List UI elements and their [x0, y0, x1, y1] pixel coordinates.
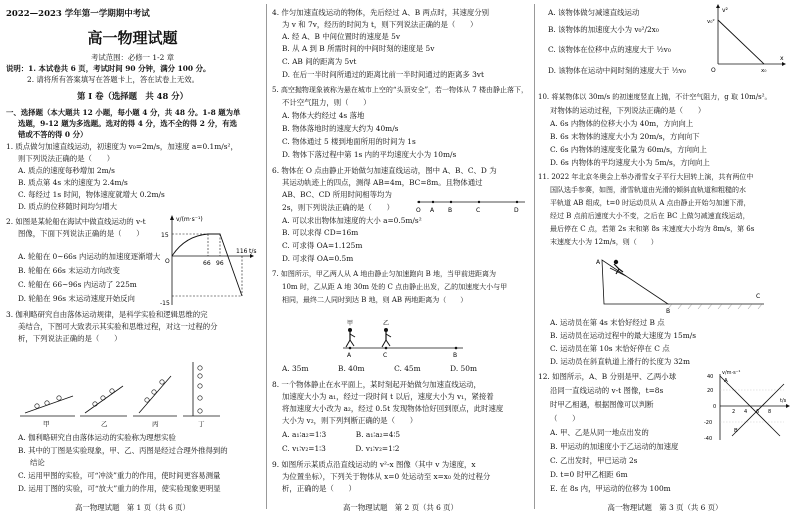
option: C. 乙出发时，甲已运动 2s: [550, 456, 638, 465]
question-2: 2. 如图是某轮船在海试中做直线运动的 v-t: [6, 217, 146, 226]
exam-header: 2022—2023 学年第一学期期中考试: [6, 9, 150, 19]
axis-label: x: [780, 55, 784, 62]
option: B. 可以求得 CD=16m: [282, 228, 359, 237]
tick-label: 40: [707, 374, 714, 380]
point-label: A: [430, 207, 435, 214]
question-8: 加速度大小为 a₁，经过一段时间 t 以后，速度大小为 v₁，紧接着: [282, 392, 494, 401]
question-8: 大小为 v₂，则下列判断正确的是（ ）: [282, 416, 418, 425]
tick-label: 96: [216, 260, 224, 267]
option: A. 物体大约经过 4s 落地: [282, 111, 365, 120]
question-9: 9. 如图所示某质点沿直线运动的 v²-x 图像（其中 v 为速度，x: [272, 460, 476, 469]
option: D. 可求得 OA=0.5m: [282, 254, 354, 263]
page-footer: 高一物理试题 第 3 页（共 6 页）: [607, 503, 723, 512]
figure-label: 乙: [101, 420, 108, 428]
option: D. 6s 内物体的平均速度大小为 5m/s，方向向上: [550, 158, 710, 167]
option-row: C. v₁∶v₂=1∶3 D. v₁∶v₂=1∶2: [282, 444, 400, 453]
question-8: 8. 一个物体静止在水平面上，某时刻起开始做匀加速直线运动，: [272, 380, 481, 389]
option: A. 可以求出物体加速度的大小 a=0.5m/s²: [282, 216, 422, 225]
option: B. 质点第 4s 末的速度为 2.4m/s: [18, 178, 128, 187]
option: D. 物体下落过程中第 1s 内的平均速度大小为 10m/s: [282, 150, 457, 159]
point-label: B: [448, 207, 453, 214]
option: C. AB 间的距离为 5vt: [282, 57, 357, 66]
tick-label: 4: [744, 409, 748, 415]
option: A. 甲、乙是从同一地点出发的: [550, 428, 649, 437]
option: C. 6s 内物体的速度变化量为 60m/s，方向向上: [550, 145, 707, 154]
option: B. 从 A 到 B 所需时间的中间时刻的速度是 5v: [282, 44, 435, 53]
question-11: 经过 B 点前后速度大小不变，之后在 BC 上做匀减速直线运动，: [550, 212, 750, 220]
question-6: 其运动轨迹上的四点，测得 AB=4m，BC=8m。且物体通过: [282, 178, 483, 187]
option: B. 物体落地时的速度大约为 40m/s: [282, 124, 399, 133]
question-1: 则下列说法正确的是（ ）: [18, 154, 115, 163]
question-1: 1. 质点做匀加速直线运动，初速度为 v₀=2m/s，加速度 a=0.1m/s²，: [6, 142, 238, 151]
option: B. 其中的丁图是实验现象，甲、乙、丙图是经过合理外推得到的: [18, 446, 228, 455]
axis-label: t/s: [780, 398, 787, 404]
tick-label: -15: [160, 300, 170, 307]
question-4: 为 v 和 7v，经历的时间为 t，则下列说法正确的是（ ）: [282, 20, 478, 29]
option: A. 该物体做匀减速直线运动: [548, 8, 640, 17]
column-divider: [266, 4, 267, 509]
page-footer: 高一物理试题 第 2 页（共 6 页）: [343, 503, 458, 512]
option: C. 物体通过 5 楼到地面所用的时间为 1s: [282, 137, 416, 146]
runners-figure: [338, 318, 468, 358]
option: E. 在 8s 内，甲运动的位移为 100m: [550, 484, 671, 493]
question-5: 5. 高空抛物现象被称为悬在城市上空的“头顶安全”，若一物体从 7 楼由静止落下，: [272, 86, 528, 94]
page-1: [0, 0, 265, 517]
option: A. 伽利略研究自由落体运动的实验称为理想实验: [18, 433, 176, 442]
tick-label: -40: [704, 436, 713, 442]
page-2: [268, 0, 533, 517]
tick-label: 6: [756, 409, 760, 415]
point-label: C: [383, 352, 388, 359]
part-intro-line: 错或不答的得 0 分）: [18, 130, 88, 139]
option: A. 运动员在第 4s 末恰好经过 B 点: [550, 318, 665, 327]
column-divider: [534, 4, 535, 509]
question-7: 7. 如图所示，甲乙两人从 A 地由静止匀加速跑向 B 地，当甲前进距离为: [272, 270, 497, 278]
point-label: B: [666, 308, 671, 315]
tick-label: v₀²: [707, 19, 715, 25]
question-3: 美结合，下图可大致表示其实验和思维过程，对这一过程的分: [18, 322, 218, 331]
v2-x-graph: [708, 2, 788, 72]
option: 结论: [30, 458, 45, 467]
point-label: O: [416, 207, 421, 214]
tick-label: -20: [704, 420, 713, 426]
option-row: A. a₁∶a₂=1∶3 B. a₁∶a₂=4∶5: [282, 430, 401, 439]
point-label: A: [596, 259, 601, 266]
question-7: 相同，最终二人同时到达 B 地，则 AB 两地距离为（ ）: [282, 296, 468, 304]
tick-label: 66: [203, 260, 211, 267]
option: D. 在后一半时间所通过的距离比前一半时间通过的距离多 3vt: [282, 70, 484, 79]
question-7: 10m 时，乙从距 A 地 30m 处的 C 点由静止出发，乙的加速度大小与甲: [282, 283, 508, 291]
axis-label: v/(m·s⁻¹): [176, 216, 203, 223]
tick-label: 116: [236, 248, 248, 255]
part-intro-line: 选题，9-12 题为多选题。选对的得 4 分，选不全的得 2 分，有选: [18, 119, 238, 128]
question-6: 2s，则下列说法正确的是（ ）: [282, 203, 394, 212]
figure-label: 甲: [43, 420, 50, 428]
axis-label: t/s: [249, 248, 257, 255]
option: D. 质点的位移随时间均匀增大: [18, 202, 118, 211]
tick-label: 8: [768, 409, 772, 415]
question-8: 将加速度大小改为 a₂，经过 0.5t 发现物体恰好回到原点，此时速度: [282, 404, 504, 413]
tick-label: x₀: [761, 68, 767, 74]
option: A. 质点的速度每秒增加 2m/s: [18, 166, 115, 175]
option-row: A. 35m B. 40m C. 45m D. 50m: [282, 364, 477, 373]
axis-label: v/m·s⁻¹: [722, 370, 741, 376]
option: A. 经 A、B 中间位置时的速度是 5v: [282, 32, 401, 41]
axis-label: v²: [722, 7, 728, 14]
instruction-line: 说明：1. 本试卷共 6 页，考试时间 90 分钟，满分 100 分。: [6, 64, 211, 73]
question-2: 图像，下面下列说法正确的是（ ）: [18, 229, 144, 238]
question-3: 析，下列说法正确的是（ ）: [18, 334, 122, 343]
question-9: 析，正确的是（ ）: [282, 484, 356, 493]
point-label: B: [453, 352, 458, 359]
option: C. 可求得 OA=1.125m: [282, 241, 363, 250]
option: C. 该物体在位移中点的速度大于 ½v₀: [548, 45, 671, 54]
option: A. 6s 内物体的位移大小为 40m，方向向上: [550, 119, 694, 128]
question-5: 不计空气阻力，则（ ）: [282, 98, 371, 107]
question-11: 末速度大小为 12m/s，则（ ）: [550, 238, 658, 246]
question-11: 11. 2022 年北京冬奥会上举办滑雪女子平行大回转上演，共有两位中: [538, 173, 754, 181]
question-12: 沿同一直线运动的 v-t 图像，t=8s: [550, 386, 664, 395]
option: C. 运用甲图的实验，可“冲淡”重力的作用，使时间更容易测量: [18, 471, 221, 480]
ab-vt-graph: [704, 366, 792, 444]
option: C. 每经过 1s 时间，物体速度就增大 0.2m/s: [18, 190, 165, 199]
option: C. 运动员在第 10s 末恰好停在 C 点: [550, 344, 670, 353]
option: D. 运动员在斜直轨道上滑行的长度为 32m: [550, 357, 690, 366]
question-9: 为位置坐标），下列关于物体从 x=0 处运动至 x=x₀ 处的过程分: [282, 472, 491, 481]
option: B. 轮船在 66s 末运动方向改变: [18, 266, 120, 275]
point-label: C: [476, 207, 481, 214]
part-intro-line: 一、选择题（本大题共 12 小题，每小题 4 分，共 48 分。1-8 题为单: [6, 108, 241, 117]
figure-label: 丁: [198, 420, 205, 428]
option: B. 6s 末物体的速度大小为 20m/s，方向向下: [550, 132, 700, 141]
question-12: （ ）: [550, 414, 580, 423]
point-label: D: [514, 207, 519, 214]
tick-label: 2: [732, 409, 736, 415]
question-11: 平轨道 AB 组成，t=0 时运动员从 A 点由静止开始匀加速下滑，: [550, 199, 751, 207]
question-12: 12. 如图所示，A、B 分别是甲、乙两小球: [538, 372, 677, 381]
section-title: 第 Ⅰ 卷（选择题 共 48 分）: [77, 91, 188, 101]
question-6: AB、BC、CD 所用时间相等均为: [282, 190, 392, 199]
ship-vt-graph: [160, 210, 263, 310]
option: B. 该物体的加速度大小为 v₀²/2x₀: [548, 25, 659, 34]
question-4: 4. 作匀加速直线运动的物体，先后经过 A、B 两点时，其速度分别: [272, 8, 490, 17]
question-11: 国队选手参赛，如图，滑雪轨道由光滑的倾斜直轨道和粗糙的水: [550, 186, 746, 194]
instruction-line: 2. 请将所有答案填写在答题卡上，答在试卷上无效。: [27, 75, 199, 84]
figure-label: 丙: [152, 420, 159, 428]
option: D. 运用丁图的实验，可“放大”重力的作用，使实验现象更明显: [18, 484, 221, 493]
point-label: A: [347, 352, 352, 359]
option: B. 甲运动的加速度小于乙运动的加速度: [550, 442, 679, 451]
option: D. t=0 时甲乙相距 6m: [550, 470, 628, 479]
exam-title: 高一物理试题: [87, 29, 178, 47]
ski-track-figure: [596, 252, 771, 314]
tick-label: 0: [713, 404, 717, 410]
tick-label: 20: [707, 388, 714, 394]
origin-label: O: [165, 258, 170, 265]
figure-label: 甲: [347, 320, 354, 327]
series-label: B: [734, 428, 738, 434]
option: D. 该物体在运动中间时刻的速度大于 ½v₀: [548, 66, 686, 75]
galileo-figure: [15, 360, 250, 430]
question-6: 6. 物体在 O 点由静止开始做匀加速直线运动，图中 A、B、C、D 为: [272, 166, 497, 175]
option: D. 轮船在 96s 末运动速度开始反向: [18, 294, 135, 303]
page-3: [536, 0, 794, 517]
option: B. 运动员在运动过程中的最大速度为 15m/s: [550, 331, 697, 340]
question-11: 最后停在 C 点，若第 2s 末和第 8s 末速度大小均为 8m/s，第 6s: [550, 225, 755, 233]
points-on-line-figure: [413, 196, 528, 216]
page-footer: 高一物理试题 第 1 页（共 6 页）: [75, 503, 190, 512]
series-label: A: [724, 378, 728, 384]
exam-range: 考试范围：必修一 1-2 章: [90, 53, 175, 62]
question-3: 3. 伽利略研究自由落体运动规律，是科学实验和逻辑思维的完: [6, 310, 208, 319]
option: A. 轮船在 0~66s 内运动的加速度逐渐增大: [18, 252, 161, 261]
point-label: C: [756, 293, 761, 300]
figure-label: 乙: [383, 320, 390, 327]
origin-label: O: [711, 67, 716, 74]
question-10: 10. 将某物体以 30m/s 的初速度竖直上抛，不计空气阻力，g 取 10m/s²。: [538, 93, 772, 101]
option: C. 轮船在 66~96s 内运动了 225m: [18, 280, 137, 289]
question-12: 时甲乙相遇，根据图像可以判断: [550, 400, 654, 409]
question-10: 对物体的运动过程，下列说法正确的是（ ）: [550, 106, 706, 115]
tick-label: 15: [161, 232, 169, 239]
